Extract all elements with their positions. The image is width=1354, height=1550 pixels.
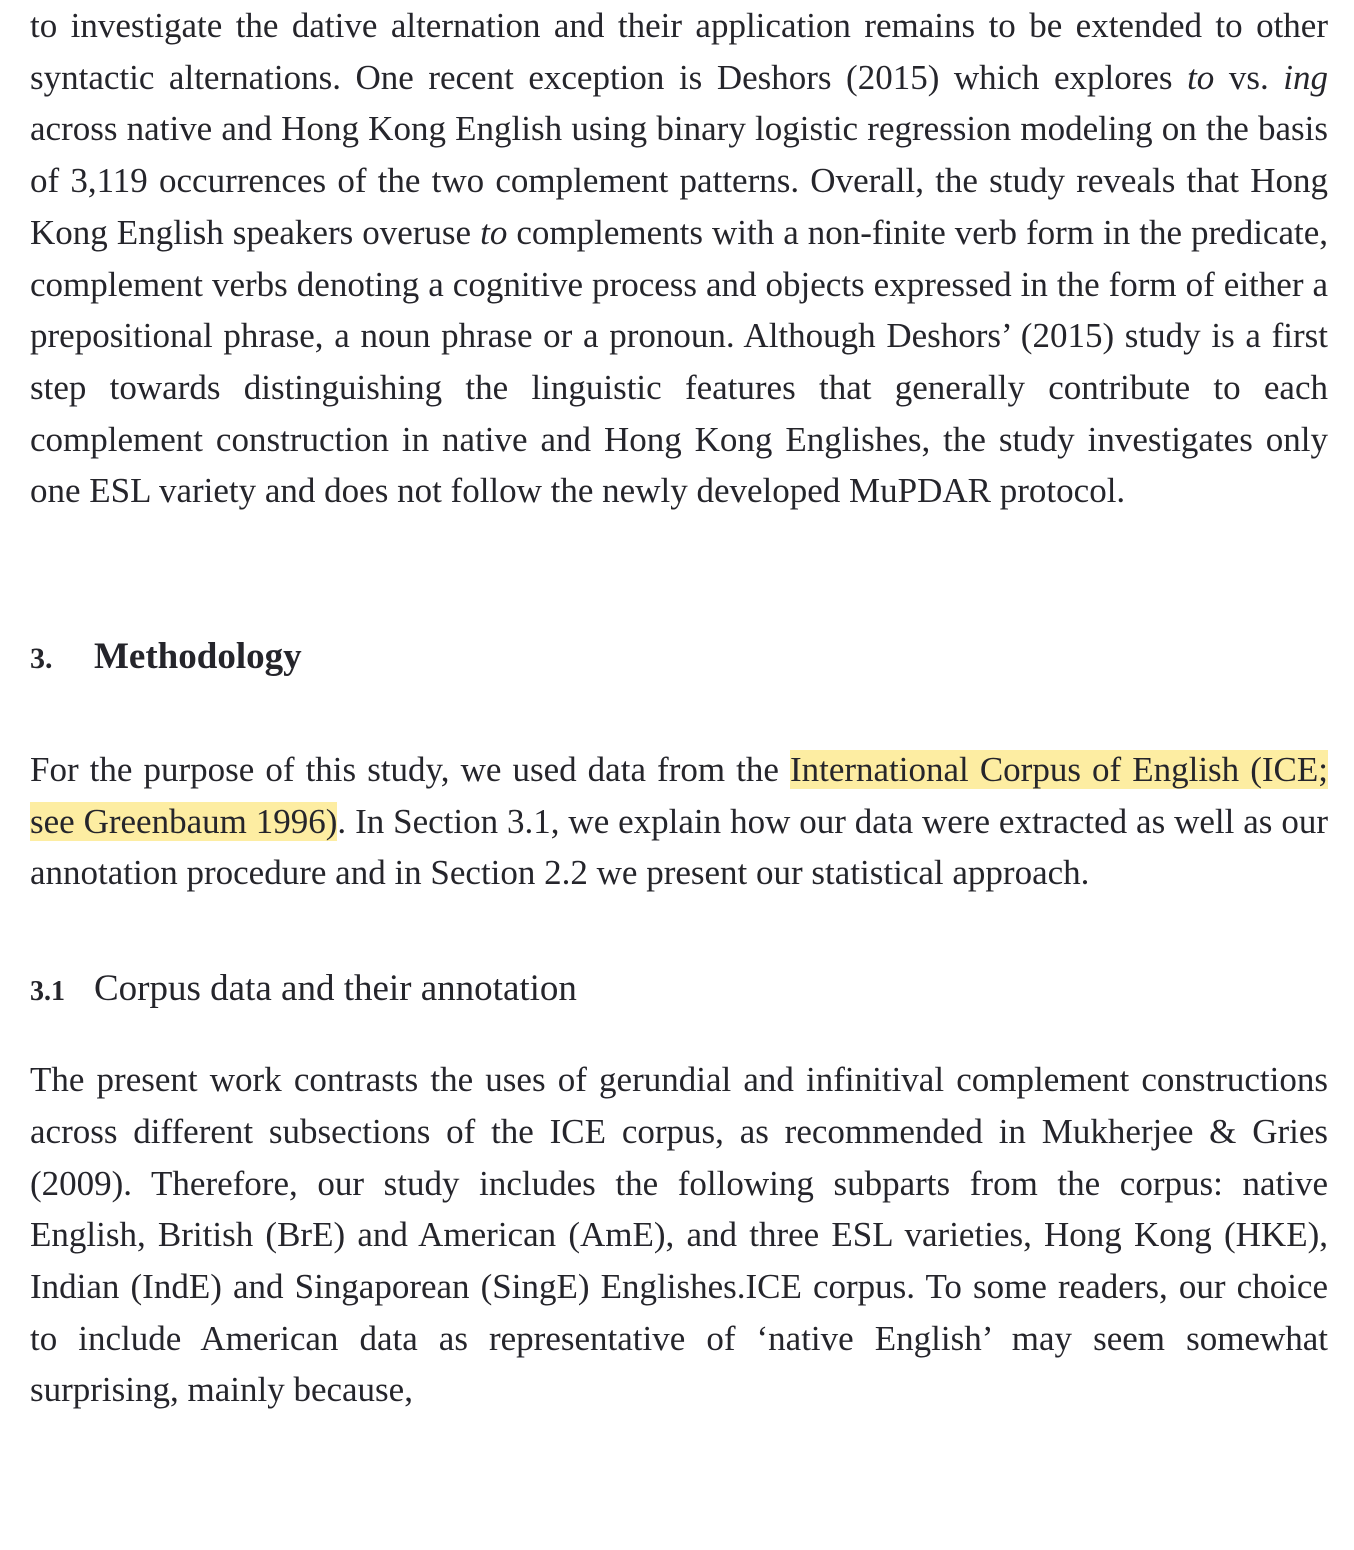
italic-term: to (480, 212, 508, 252)
highlighted-citation[interactable]: International Corpus of English (ICE; see Greenbaum 1996) (30, 750, 1328, 841)
paragraph-text: For the purpose of this study, we used data from the (30, 750, 790, 790)
paragraph-text: to investigate the dative alternation and their application remains to be extended to other syntactic alternations. One recent exception is Deshors (2015) which explores (30, 6, 1328, 97)
paragraph-text: . In Section 3.1, we explain how our data were extracted as well as our annotation procedure and in Section 2.2 we present our statistical approach. (30, 801, 1328, 893)
spacer (30, 681, 1328, 744)
spacer (30, 1014, 1328, 1054)
italic-term: to (1187, 57, 1215, 97)
paragraph-deshors-review (30, 0, 1328, 517)
section-number: 3. (30, 642, 53, 676)
paragraph-text: complements with a non-finite verb form in the predicate, complement verbs denoting a cognitive process and objects expressed in the form of either a prepositional phrase, a noun phrase or a pronoun. Although Deshors’ (2015) study is a first step towards distinguishing the linguistic features that generally contribute to each complement construction in native and Hong Kong Englishes, the study investigates only one ESL variety and does not follow the newly developed MuPDAR protocol. (30, 212, 1328, 511)
italic-term: ing (1283, 57, 1328, 97)
subsection-number: 3.1 (30, 976, 65, 1008)
paragraph-text: The present work contrasts the uses of gerundial and infinitival complement constructions across different subsections of the ICE corpus, as recommended in Mukherjee & Gries (2009). Therefore, our study includes the following subparts from the corpus: native English, British (BrE) and American (AmE), and three ESL varieties, Hong Kong (HKE), Indian (IndE) and Singaporean (SingE) Englishes.ICE corpus. To some readers, our choice to include American data as representative of ‘native English’ may seem somewhat surprising, mainly because, (30, 1060, 1328, 1410)
subsection-title: Corpus data and their annotation (94, 968, 577, 1010)
spacer (30, 517, 1328, 635)
section-title: Methodology (94, 636, 302, 678)
paragraph-methodology-intro (30, 744, 1328, 899)
section-heading-methodology (30, 635, 1328, 681)
spacer (30, 899, 1328, 967)
paragraph-corpus-data (30, 1054, 1328, 1416)
paragraph-text: vs. (1214, 57, 1284, 97)
subsection-heading-corpus-data (30, 967, 1328, 1014)
paragraph-text: across native and Hong Kong English using binary logistic regression modeling on the basis of 3,119 occurrences of the two complement patterns. Overall, the study reveals that Hong Kong English speakers overuse (30, 109, 1328, 252)
